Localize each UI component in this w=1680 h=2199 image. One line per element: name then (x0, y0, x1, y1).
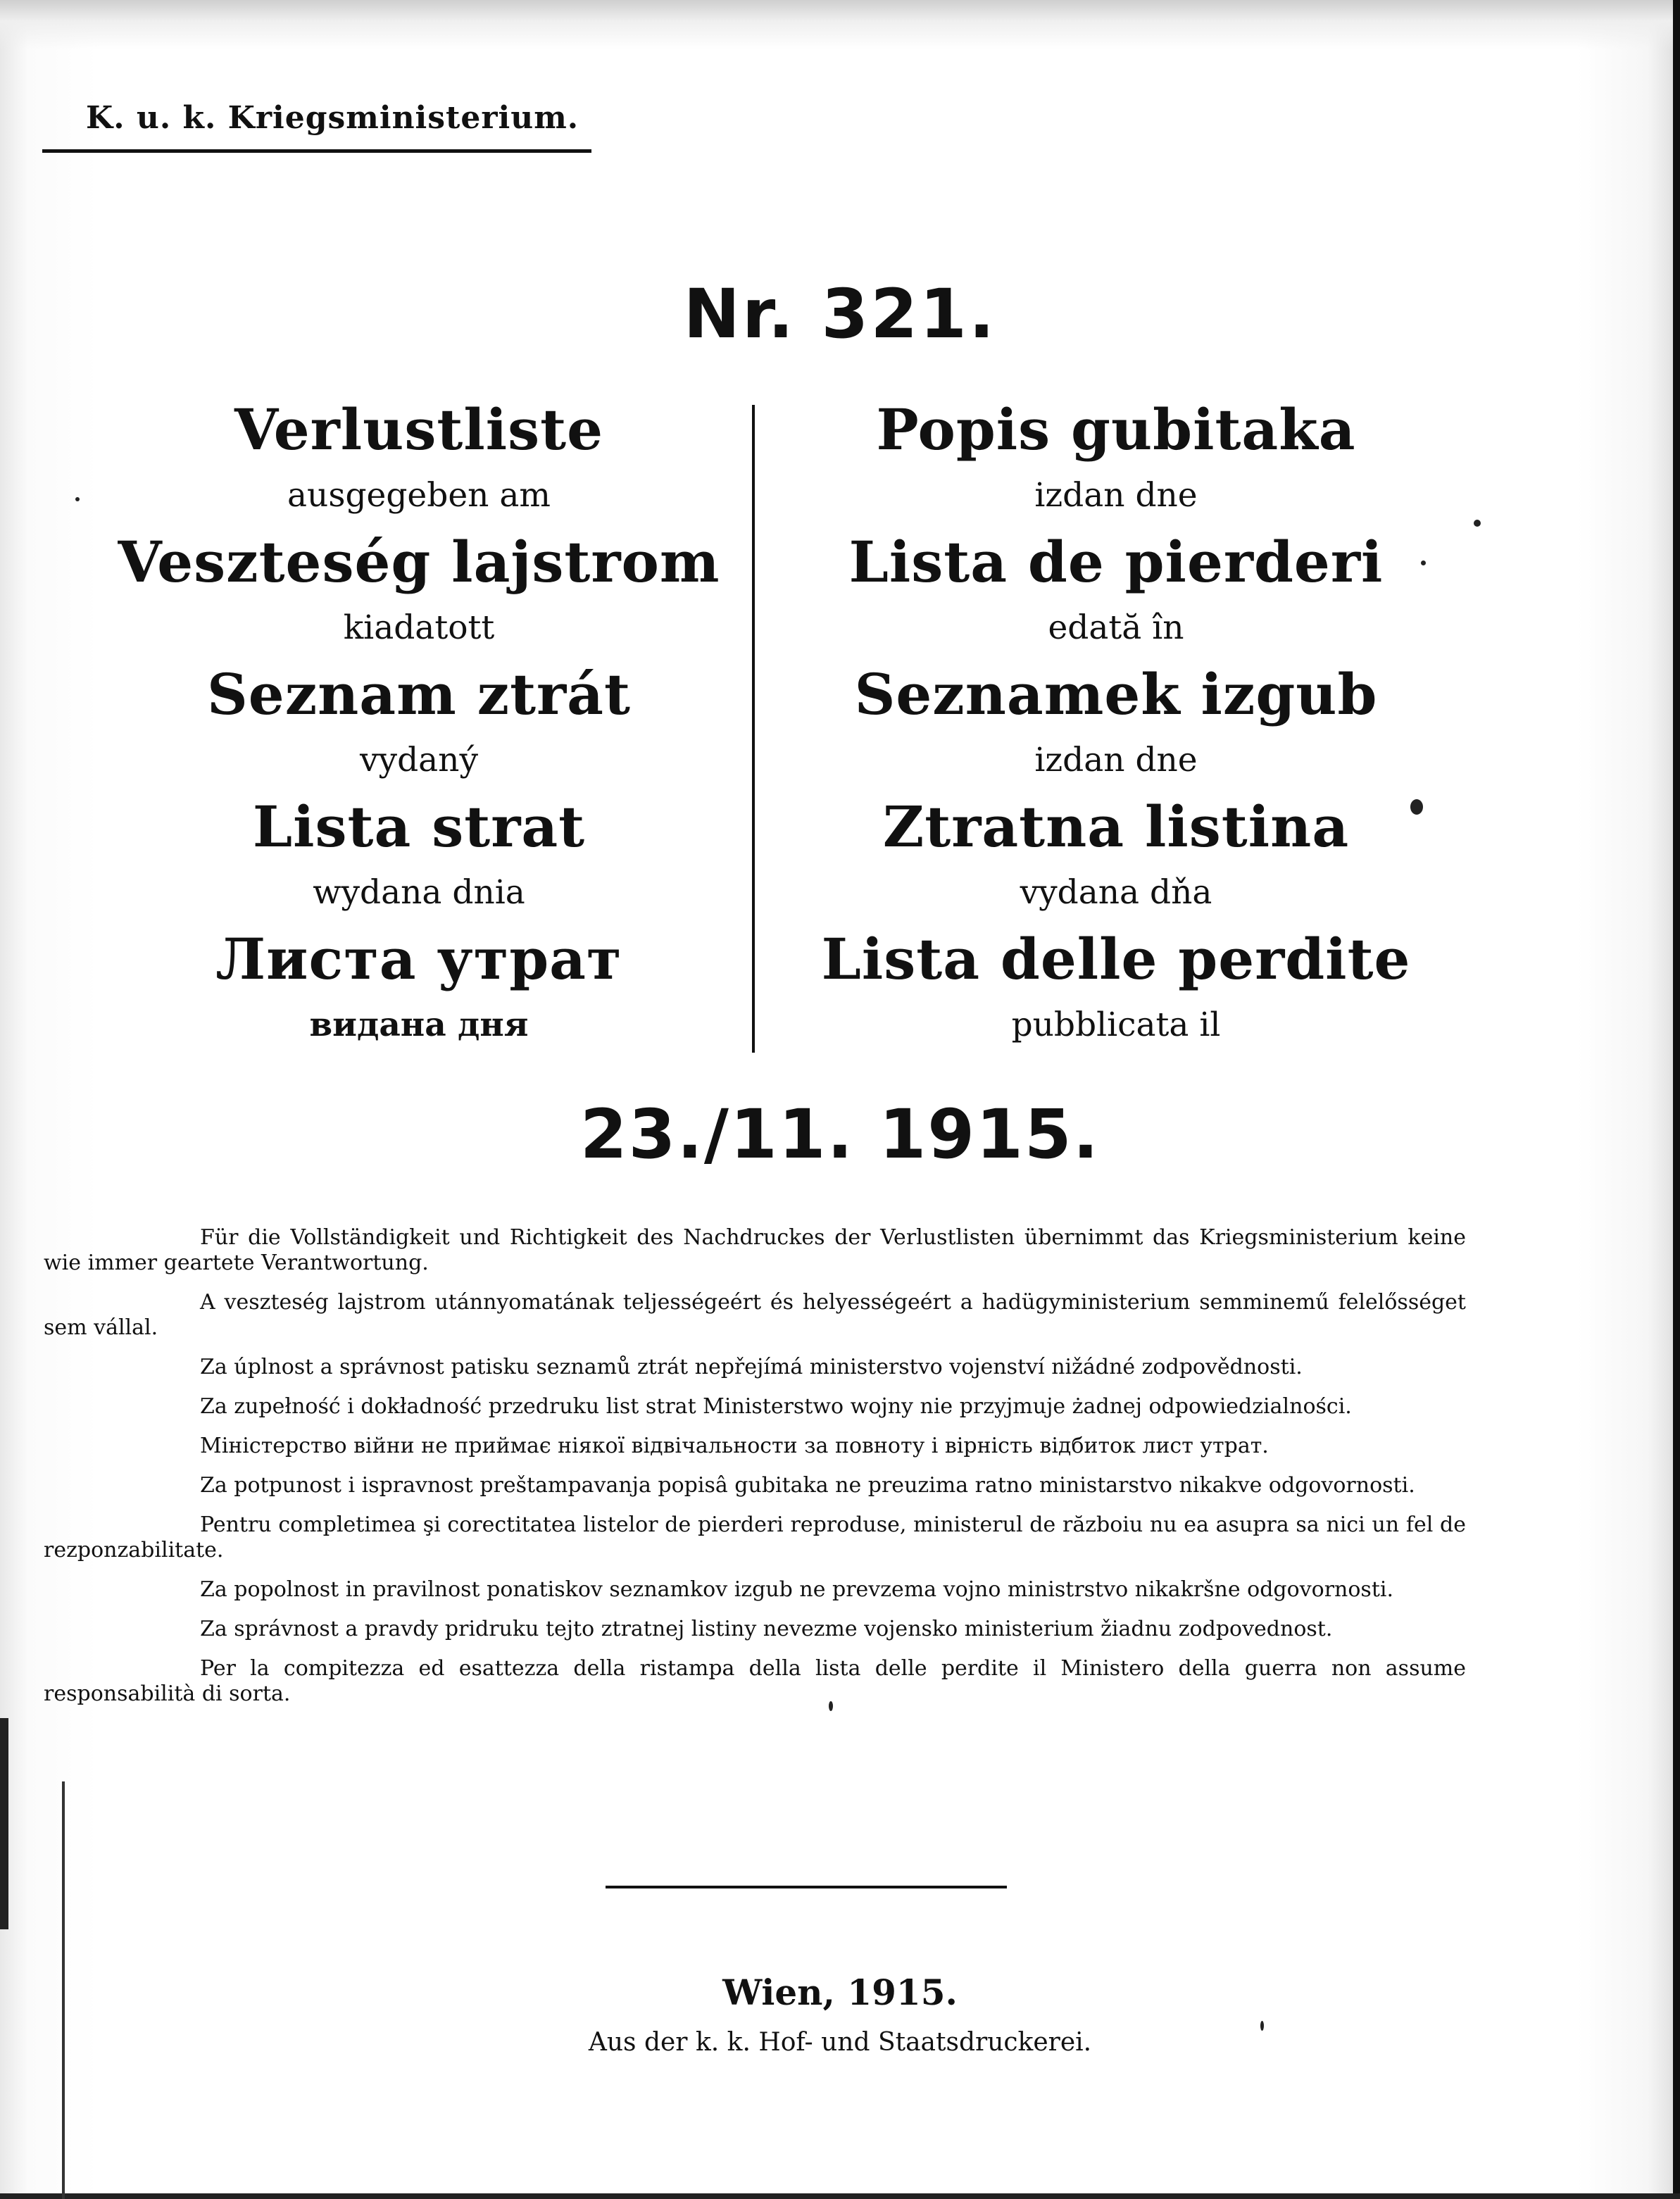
title-column-right (764, 394, 1468, 1056)
subtitle-slovenian: izdan dne (1034, 741, 1198, 779)
disclaimer-slovenian: Za popolnost in pravilnost ponatiskov seznamkov izgub ne prevzema vojno ministrstvo nikakršne odgovornosti. (200, 1577, 1394, 1602)
footer-printer: Aus der k. k. Hof- und Staatsdruckerei. (588, 2028, 1092, 2057)
scan-bottom-edge (0, 2193, 1680, 2199)
disclaimer-slovak: Za správnost a pravdy pridruku tejto ztratnej listiny nevezme vojensko ministerium žiadnu zodpovednost. (200, 1617, 1333, 1641)
subtitle-czech: vydaný (359, 741, 479, 779)
title-german: Verlustliste (234, 396, 603, 463)
title-croatian: Popis gubitaka (876, 396, 1356, 463)
footer-rule (606, 1886, 1007, 1888)
subtitle-ukrainian: видана дня (309, 1005, 529, 1044)
disclaimer-italian: Per la compitezza ed esattezza della ristampa della lista delle perdite il Ministero della guerra non assume responsabilità di sorta. (44, 1656, 1466, 1706)
scan-speck (1410, 799, 1423, 815)
issue-number: Nr. 321. (683, 275, 997, 353)
column-divider (752, 405, 755, 1053)
ministry-heading: K. u. k. Kriegsministerium. (86, 100, 579, 136)
subtitle-polish: wydana dnia (313, 873, 525, 912)
title-slovenian: Seznamek izgub (854, 661, 1378, 727)
subtitle-croatian: izdan dne (1034, 476, 1198, 515)
title-hungarian: Veszteség lajstrom (118, 529, 720, 595)
disclaimer-hungarian: A veszteség lajstrom utánnyomatának teljességeért és helyességeért a hadügyministerium semminemű felelősséget sem vállal. (44, 1290, 1466, 1340)
title-polish: Lista strat (252, 794, 586, 860)
scan-speck (1421, 560, 1426, 565)
subtitle-slovak: vydana dňa (1020, 873, 1212, 912)
scan-speck (1474, 520, 1481, 527)
heading-underline (42, 149, 591, 153)
disclaimer-czech: Za úplnost a správnost patisku seznamů ztrát nepřejímá ministerstvo vojenství nižádné zodpovědnosti. (200, 1355, 1303, 1379)
publication-date: 23./11. 1915. (579, 1095, 1101, 1174)
subtitle-hungarian: kiadatott (343, 608, 495, 647)
disclaimer-ukrainian: Міністерство війни не приймає ніякої відвічальности за повноту і вірність відбиток лист утрат. (200, 1434, 1269, 1458)
subtitle-german: ausgegeben am (287, 476, 551, 515)
disclaimer-german: Für die Vollständigkeit und Richtigkeit des Nachdruckes der Verlustlisten übernimmt das Kriegsministerium keine wie immer geartete Verantwortung. (44, 1225, 1466, 1275)
disclaimer-romanian: Pentru completimea şi corectitatea listelor de pierderi reproduse, ministerul de războiu nu ea asupra sa nici un fel de rezponzabilitate. (44, 1512, 1466, 1562)
scan-speck (829, 1701, 833, 1711)
footer-city: Wien, 1915. (722, 1972, 958, 2013)
title-slovak: Ztratna listina (882, 794, 1350, 860)
scan-speck (75, 497, 80, 501)
subtitle-italian: pubblicata il (1011, 1005, 1221, 1044)
title-column-left (67, 394, 771, 1056)
disclaimer-block (44, 1225, 1466, 1721)
scan-speck (1260, 2021, 1264, 2031)
disclaimer-polish: Za zupełność i dokładność przedruku list strat Ministerstwo wojny nie przyjmuje żadnej odpowiedzialności. (200, 1394, 1352, 1419)
title-italian: Lista delle perdite (821, 926, 1411, 992)
scan-left-edge (0, 1718, 8, 1929)
title-romanian: Lista de pierderi (848, 529, 1384, 595)
subtitle-romanian: edată în (1048, 608, 1184, 647)
scan-top-shade (0, 0, 1680, 49)
disclaimer-croatian: Za potpunost i ispravnost preštampavanja popisâ gubitaka ne preuzima ratno ministarstvo nikakve odgovornosti. (200, 1473, 1415, 1498)
title-czech: Seznam ztrát (207, 661, 631, 727)
title-ukrainian: Листа утрат (215, 926, 622, 992)
